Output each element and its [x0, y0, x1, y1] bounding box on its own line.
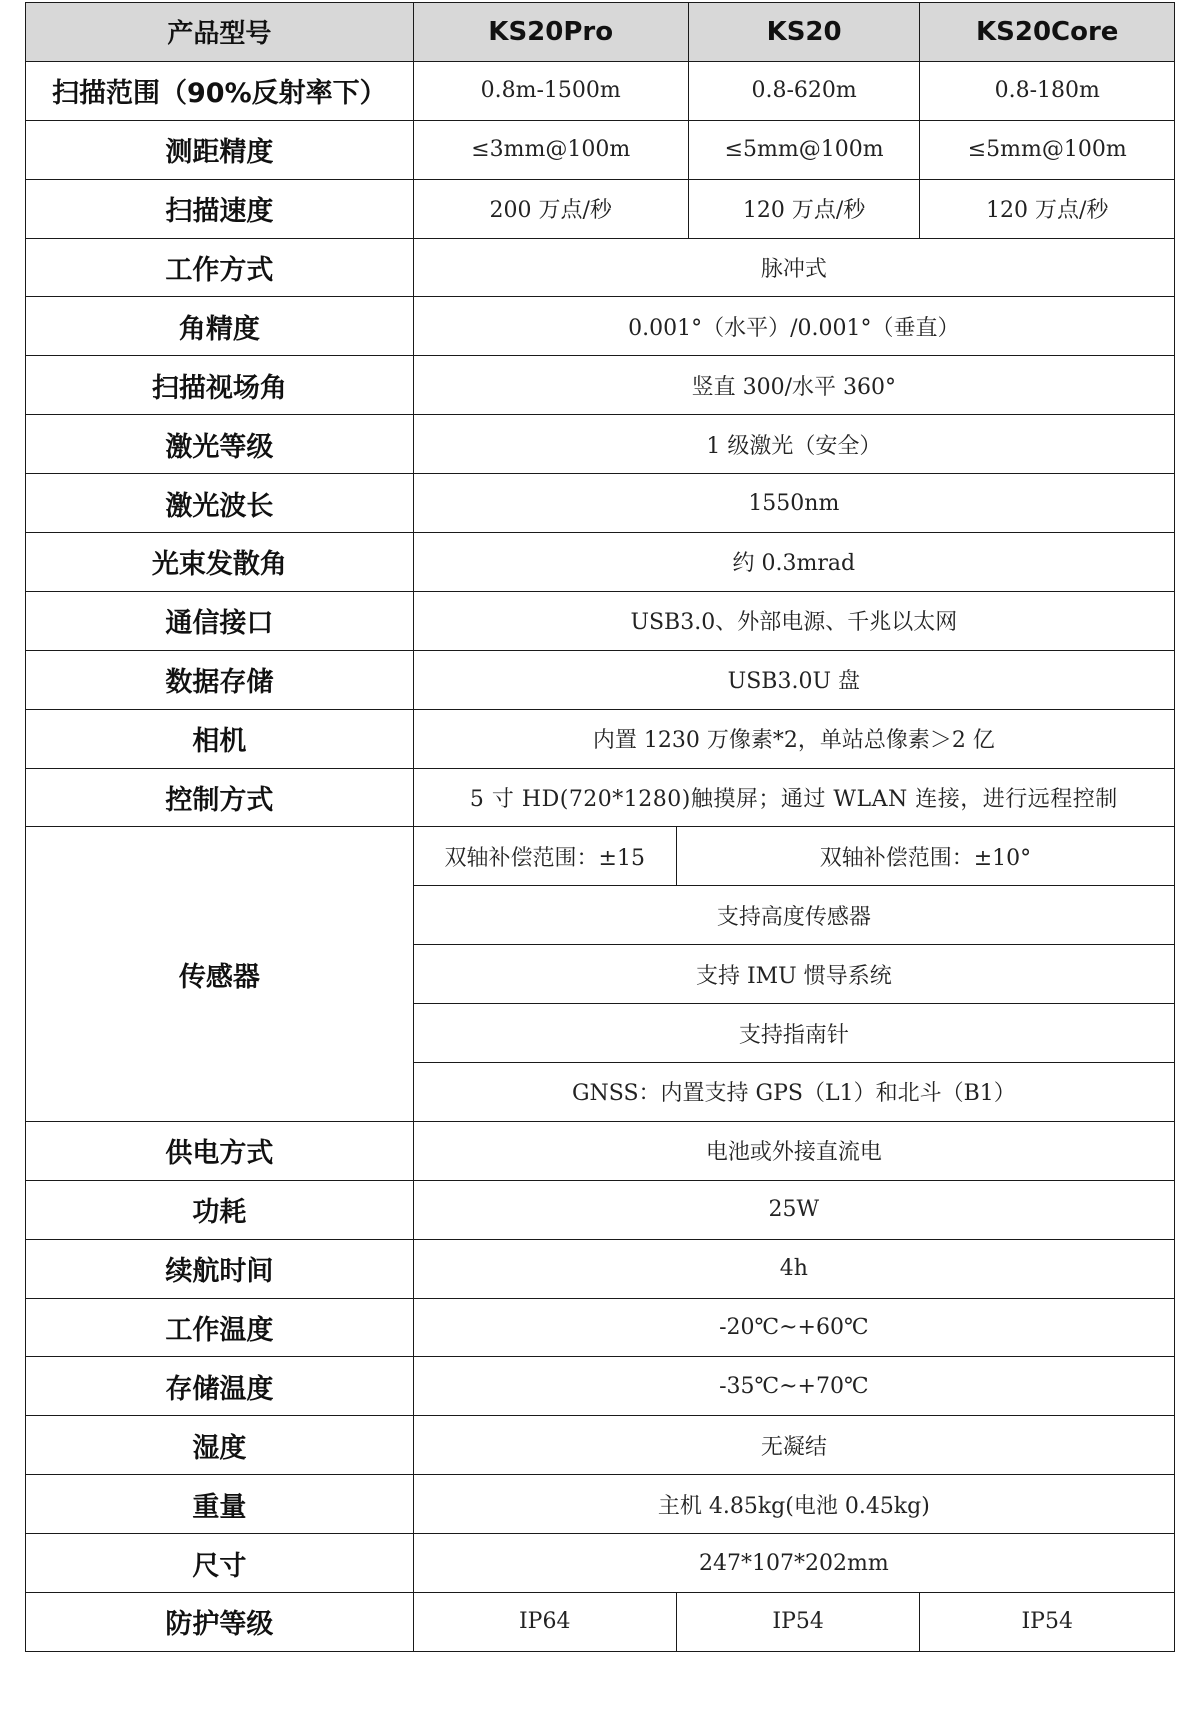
cell-value: -20℃~+60℃: [413, 1298, 1174, 1357]
cell-value: 4h: [413, 1239, 1174, 1298]
header-label: 产品型号: [26, 3, 414, 62]
cell-value-ks20pro: 0.8m-1500m: [413, 61, 688, 120]
row-label: 角精度: [26, 297, 414, 356]
row-label: 相机: [26, 709, 414, 768]
row-label: 防护等级: [26, 1593, 414, 1652]
row-work-mode: [26, 238, 1175, 297]
row-label: 尺寸: [26, 1534, 414, 1593]
row-humidity: [26, 1416, 1175, 1475]
cell-value: 0.001°（水平）/0.001°（垂直）: [413, 297, 1174, 356]
cell-value: 竖直 300/水平 360°: [413, 356, 1174, 415]
row-beam-divergence: [26, 533, 1175, 592]
row-label: 存储温度: [26, 1357, 414, 1416]
row-label: 激光等级: [26, 415, 414, 474]
row-laser-wavelength: [26, 474, 1175, 533]
cell-value: 5 寸 HD(720*1280)触摸屏；通过 WLAN 连接，进行远程控制: [413, 768, 1174, 827]
row-label: 测距精度: [26, 120, 414, 179]
row-field-of-view: [26, 356, 1175, 415]
row-camera: [26, 709, 1175, 768]
model-ks20: KS20: [688, 3, 920, 62]
row-dimensions: [26, 1534, 1175, 1593]
cell-value: 支持 IMU 惯导系统: [413, 945, 1174, 1004]
cell-value-ks20: ≤5mm@100m: [688, 120, 920, 179]
cell-value: 支持指南针: [413, 1004, 1174, 1063]
row-label: 控制方式: [26, 768, 414, 827]
cell-value: GNSS：内置支持 GPS（L1）和北斗（B1）: [413, 1063, 1174, 1122]
row-protection: [26, 1593, 1175, 1652]
row-label: 扫描视场角: [26, 356, 414, 415]
cell-value: -35℃~+70℃: [413, 1357, 1174, 1416]
row-power-consumption: [26, 1180, 1175, 1239]
cell-value: 电池或外接直流电: [413, 1121, 1174, 1180]
cell-value-ks20: 0.8-620m: [688, 61, 920, 120]
cell-value: 1 级激光（安全）: [413, 415, 1174, 474]
row-label: 扫描范围（90%反射率下）: [26, 61, 414, 120]
cell-value-ks20pro: ≤3mm@100m: [413, 120, 688, 179]
cell-value: 支持高度传感器: [413, 886, 1174, 945]
row-label: 续航时间: [26, 1239, 414, 1298]
cell-value-ks20pro: 200 万点/秒: [413, 179, 688, 238]
cell-value-ks20: 120 万点/秒: [688, 179, 920, 238]
cell-value: 约 0.3mrad: [413, 533, 1174, 592]
row-label: 传感器: [26, 827, 414, 1121]
model-ks20core: KS20Core: [920, 3, 1175, 62]
row-angle-accuracy: [26, 297, 1175, 356]
cell-value-ks20: IP54: [676, 1593, 920, 1652]
row-label: 工作方式: [26, 238, 414, 297]
spec-table: [25, 2, 1175, 1652]
row-label: 光束发散角: [26, 533, 414, 592]
cell-value: 1550nm: [413, 474, 1174, 533]
cell-value: 无凝结: [413, 1416, 1174, 1475]
row-interfaces: [26, 591, 1175, 650]
row-laser-class: [26, 415, 1175, 474]
model-ks20pro: KS20Pro: [413, 3, 688, 62]
row-label: 工作温度: [26, 1298, 414, 1357]
row-label: 湿度: [26, 1416, 414, 1475]
cell-value-ks20pro: IP64: [413, 1593, 676, 1652]
cell-value: USB3.0U 盘: [413, 650, 1174, 709]
row-label: 重量: [26, 1475, 414, 1534]
header-row: [26, 3, 1175, 62]
row-sensors: [26, 827, 1175, 886]
cell-value-ks20core: 120 万点/秒: [920, 179, 1175, 238]
cell-compensation-ks20pro: 双轴补偿范围：±15: [413, 827, 676, 886]
row-scan-speed: [26, 179, 1175, 238]
row-storage-temp: [26, 1357, 1175, 1416]
cell-value: 内置 1230 万像素*2，单站总像素＞2 亿: [413, 709, 1174, 768]
cell-value: 主机 4.85kg(电池 0.45kg): [413, 1475, 1174, 1534]
cell-value: 247*107*202mm: [413, 1534, 1174, 1593]
row-weight: [26, 1475, 1175, 1534]
row-label: 通信接口: [26, 591, 414, 650]
row-power-supply: [26, 1121, 1175, 1180]
row-control: [26, 768, 1175, 827]
row-label: 扫描速度: [26, 179, 414, 238]
row-label: 功耗: [26, 1180, 414, 1239]
cell-value-ks20core: IP54: [920, 1593, 1175, 1652]
row-label: 激光波长: [26, 474, 414, 533]
row-label: 数据存储: [26, 650, 414, 709]
cell-value: 脉冲式: [413, 238, 1174, 297]
row-battery-life: [26, 1239, 1175, 1298]
cell-value: 25W: [413, 1180, 1174, 1239]
cell-value: USB3.0、外部电源、千兆以太网: [413, 591, 1174, 650]
row-label: 供电方式: [26, 1121, 414, 1180]
cell-value-ks20core: ≤5mm@100m: [920, 120, 1175, 179]
row-scan-range: [26, 61, 1175, 120]
cell-compensation-ks20-ks20core: 双轴补偿范围：±10°: [676, 827, 1174, 886]
row-ranging-accuracy: [26, 120, 1175, 179]
row-storage: [26, 650, 1175, 709]
row-operating-temp: [26, 1298, 1175, 1357]
cell-value-ks20core: 0.8-180m: [920, 61, 1175, 120]
